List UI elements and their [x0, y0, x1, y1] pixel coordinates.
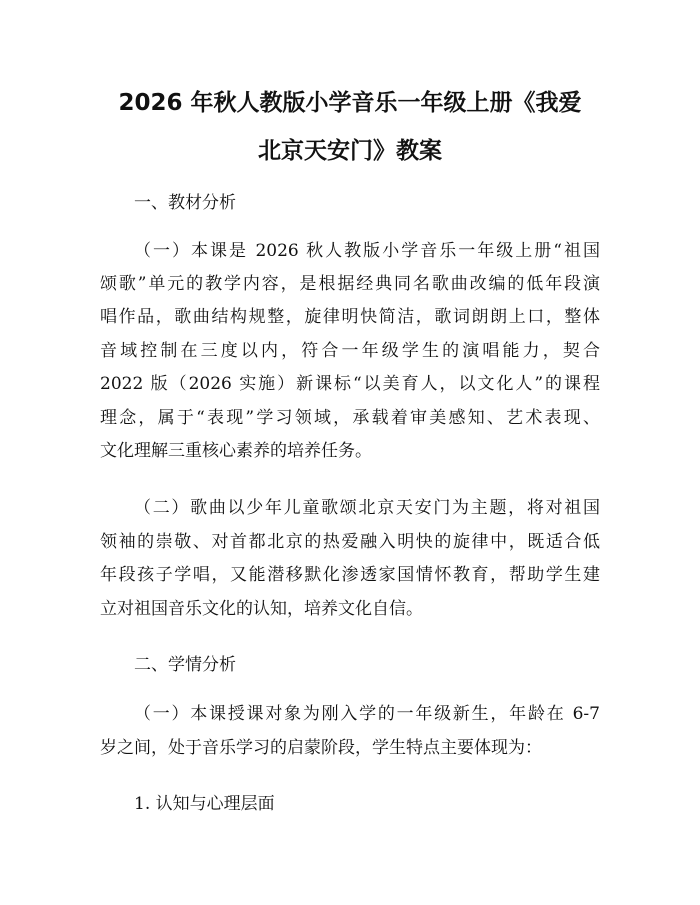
paragraph-line: 年段孩子学唱，又能潜移默化渗透家国情怀教育，帮助学生建 — [100, 565, 600, 585]
list-item-heading: 1. 认知与心理层面 — [134, 794, 275, 814]
paragraph-line: 2022 版（2026 实施）新课标“以美育人，以文化人”的课程 — [100, 374, 600, 394]
section-heading-learner-analysis: 二、学情分析 — [134, 655, 236, 675]
document-title-line-1: 2026 年秋人教版小学音乐一年级上册《我爱 — [118, 90, 582, 116]
paragraph-line: 颂歌”单元的教学内容，是根据经典同名歌曲改编的低年段演 — [100, 274, 600, 294]
paragraph-line: 文化理解三重核心素养的培养任务。 — [100, 441, 372, 461]
paragraph-line: （二）歌曲以少年儿童歌颂北京天安门为主题，将对祖国 — [134, 498, 600, 518]
paragraph-line: 领袖的崇敬、对首都北京的热爱融入明快的旋律中，既适合低 — [100, 532, 600, 552]
paragraph-line: 理念，属于“表现”学习领域，承载着审美感知、艺术表现、 — [100, 408, 600, 428]
paragraph-line: 岁之间，处于音乐学习的启蒙阶段，学生特点主要体现为： — [100, 738, 542, 758]
paragraph-line: （一）本课授课对象为刚入学的一年级新生，年龄在 6-7 — [134, 704, 600, 724]
paragraph-line: 立对祖国音乐文化的认知，培养文化自信。 — [100, 599, 423, 619]
document-title-line-2: 北京天安门》教案 — [258, 138, 442, 164]
section-heading-textbook-analysis: 一、教材分析 — [134, 193, 236, 213]
paragraph-line: 音域控制在三度以内，符合一年级学生的演唱能力，契合 — [100, 341, 600, 361]
paragraph-line: 唱作品，歌曲结构规整，旋律明快简洁，歌词朗朗上口，整体 — [100, 307, 600, 327]
paragraph-line: （一）本课是 2026 秋人教版小学音乐一年级上册“祖国 — [134, 241, 600, 261]
